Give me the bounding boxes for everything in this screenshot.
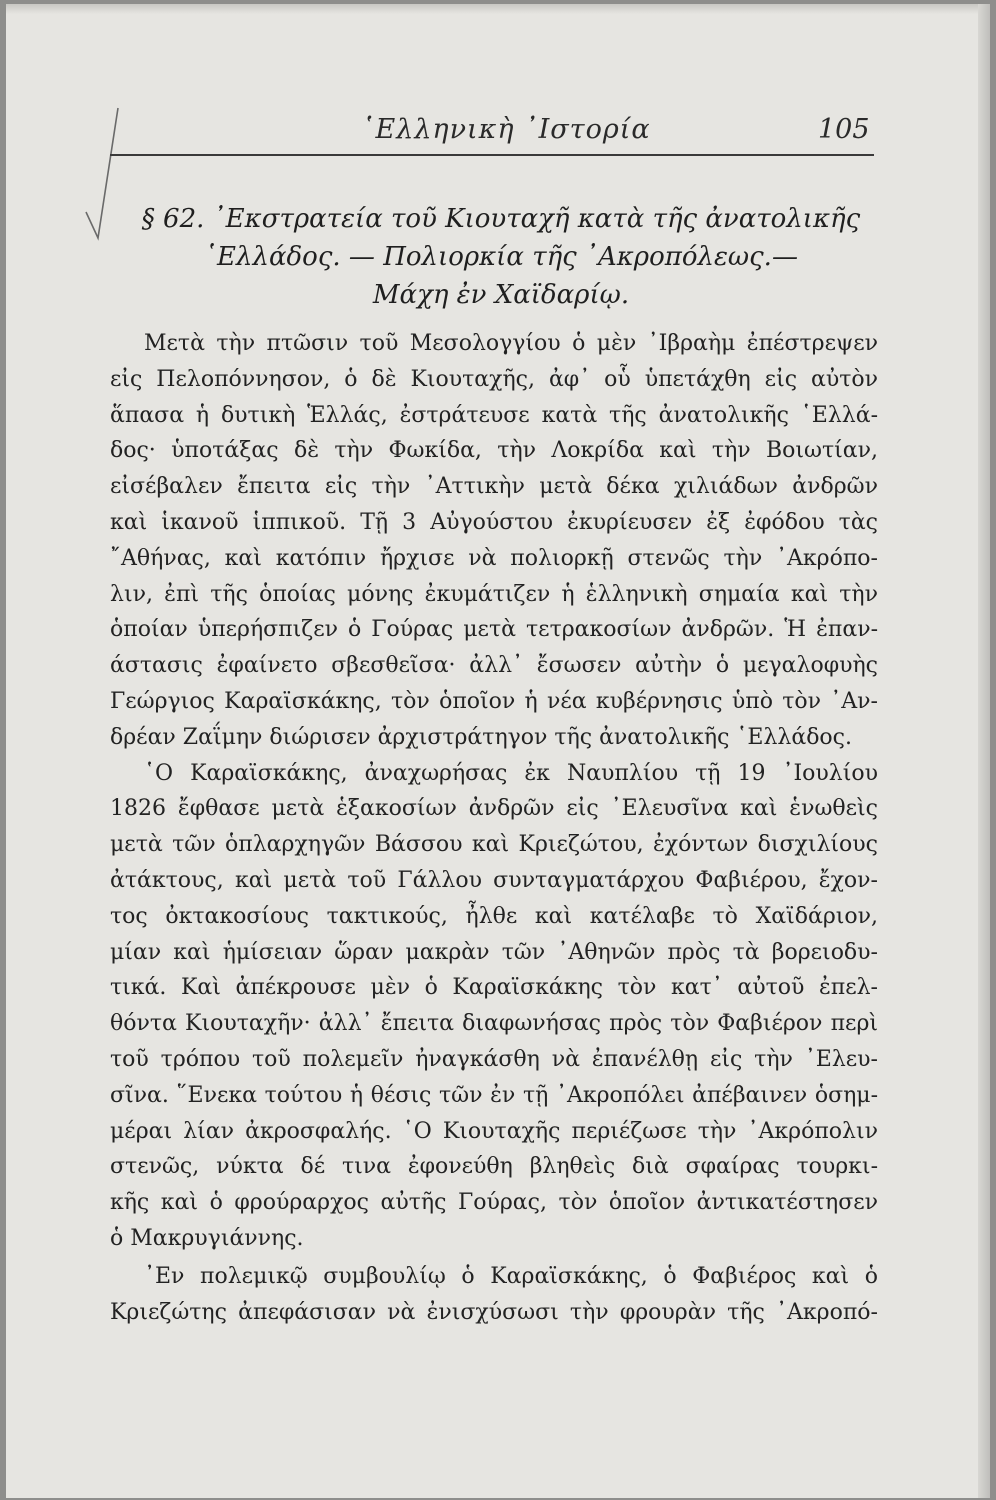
text-line: ἅπασα ἡ δυτικὴ Ἑλλάς, ἐστράτευσε κατὰ τῆς ἀνατολικῆς ῾Ελλά- bbox=[110, 402, 878, 428]
text-line: δος· ὑποτάξας δὲ τὴν Φωκίδα, τὴν Λοκρίδα καὶ τὴν Βοιωτίαν, bbox=[110, 438, 878, 464]
text-line: άστασις ἐφαίνετο σβεσθεῖσα· ἀλλ᾿ ἔσωσεν αὐτὴν ὁ μεγαλοφυὴς bbox=[110, 653, 878, 679]
text-line: ὁποίαν ὑπερήσπιζεν ὁ Γούρας μετὰ τετρακοσίων ἀνδρῶν. Ἡ ἐπαν- bbox=[110, 617, 878, 643]
page-top-edge bbox=[6, 4, 990, 14]
text-line: ῾Ο Καραϊσκάκης, ἀναχωρήσας ἐκ Ναυπλίου τῇ 19 ᾿Ιουλίου bbox=[144, 760, 878, 786]
running-title: ῾Ελληνικὴ ᾿Ιστορία bbox=[361, 114, 651, 145]
text-line: σῖνα. ῞Ενεκα τούτου ἡ θέσις τῶν ἐν τῇ ᾿Ακροπόλει ἀπέβαινεν ὁσημ- bbox=[110, 1082, 878, 1108]
page-right-edge bbox=[978, 4, 990, 1498]
text-line: μετὰ τῶν ὁπλαρχηγῶν Βάσσου καὶ Κριεζώτου, ἐχόντων δισχιλίους bbox=[110, 832, 878, 858]
paragraph-3 bbox=[110, 1259, 878, 1331]
section-heading-line: § 62. ᾿Εκστρατεία τοῦ Κιουταχῆ κατὰ τῆς ἀνατολικῆς bbox=[141, 204, 861, 234]
text-line: στενῶς, νύκτα δέ τινα ἐφονεύθη βληθεὶς διὰ σφαίρας τουρκι- bbox=[110, 1154, 878, 1180]
text-line: μέραι λίαν ἀκροσφαλής. ῾Ο Κιουταχῆς περιέζωσε τὴν ᾿Ακρόπολιν bbox=[110, 1118, 878, 1144]
text-line: 1826 ἔφθασε μετὰ ἑξακοσίων ἀνδρῶν εἰς ᾿Ελευσῖνα καὶ ἑνωθεὶς bbox=[110, 796, 878, 822]
text-line: ὁ Μακρυγιάννης. bbox=[110, 1225, 304, 1251]
book-page bbox=[6, 4, 990, 1498]
text-line: μίαν καὶ ἡμίσειαν ὥραν μακρὰν τῶν ᾿Αθηνῶν πρὸς τὰ βορειοδυ- bbox=[110, 939, 878, 965]
text-line: Γεώργιος Καραϊσκάκης, τὸν ὁποῖον ἡ νέα κυβέρνησις ὑπὸ τὸν ᾿Αν- bbox=[110, 688, 878, 714]
running-head bbox=[6, 114, 990, 154]
text-line: τικά. Καὶ ἀπέκρουσε μὲν ὁ Καραϊσκάκης τὸν κατ᾿ αὐτοῦ ἐπελ- bbox=[110, 975, 878, 1001]
section-heading-line: ῾Ελλάδος. — Πολιορκία τῆς ᾿Ακροπόλεως.— bbox=[204, 242, 798, 272]
text-line: καὶ ἱκανοῦ ἱππικοῦ. Τῇ 3 Αὐγούστου ἐκυρίευσεν ἐξ ἐφόδου τὰς bbox=[110, 509, 878, 535]
text-line: λιν, ἐπὶ τῆς ὁποίας μόνης ἐκυμάτιζεν ἡ ἑλληνικὴ σημαία καὶ τὴν bbox=[110, 581, 878, 607]
text-line: ἀτάκτους, καὶ μετὰ τοῦ Γάλλου συνταγματάρχου Φαβιέρου, ἔχον- bbox=[110, 867, 878, 893]
text-line: Μετὰ τὴν πτῶσιν τοῦ Μεσολογγίου ὁ μὲν ᾿Ιβραὴμ ἐπέστρεψεν bbox=[144, 331, 878, 356]
text-line: Κριεζώτης ἀπεφάσισαν νὰ ἐνισχύσωσι τὴν φρουρὰν τῆς ᾿Ακροπό- bbox=[110, 1299, 878, 1325]
paragraph-1 bbox=[110, 326, 878, 756]
body-text bbox=[110, 326, 878, 1330]
text-line: ᾿Εν πολεμικῷ συμβουλίῳ ὁ Καραϊσκάκης, ὁ Φαβιέρος καὶ ὁ bbox=[144, 1263, 878, 1289]
text-line: δρέαν Ζαΐμην διώρισεν ἀρχιστράτηγον τῆς ἀνατολικῆς ῾Ελλάδος. bbox=[110, 724, 852, 750]
text-line: θόντα Κιουταχῆν· ἀλλ᾿ ἔπειτα διαφωνήσας πρὸς τὸν Φαβιέρον περὶ bbox=[110, 1011, 878, 1037]
text-line: εἰς Πελοπόννησον, ὁ δὲ Κιουταχῆς, ἀφ᾿ οὗ ὑπετάχθη εἰς αὐτὸν bbox=[110, 366, 878, 392]
text-line: ῎Αθήνας, καὶ κατόπιν ἤρχισε νὰ πολιορκῇ στενῶς τὴν ᾿Ακρόπο- bbox=[110, 545, 878, 571]
page-number: 105 bbox=[818, 114, 870, 145]
paragraph-2 bbox=[110, 756, 878, 1257]
header-rule bbox=[110, 154, 874, 156]
text-line: τοῦ τρόπου τοῦ πολεμεῖν ἠναγκάσθη νὰ ἐπανέλθῃ εἰς τὴν ᾿Ελευ- bbox=[110, 1046, 878, 1072]
text-line: τος ὀκτακοσίους τακτικούς, ἦλθε καὶ κατέλαβε τὸ Χαϊδάριον, bbox=[110, 903, 878, 929]
text-line: εἰσέβαλεν ἔπειτα εἰς τὴν ᾿Αττικὴν μετὰ δέκα χιλιάδων ἀνδρῶν bbox=[110, 474, 878, 500]
section-heading-line: Μάχη ἐν Χαϊδαρίῳ. bbox=[372, 280, 630, 310]
section-heading bbox=[116, 200, 886, 314]
text-line: κῆς καὶ ὁ φρούραρχος αὐτῆς Γούρας, τὸν ὁποῖον ἀντικατέστησεν bbox=[110, 1190, 878, 1216]
